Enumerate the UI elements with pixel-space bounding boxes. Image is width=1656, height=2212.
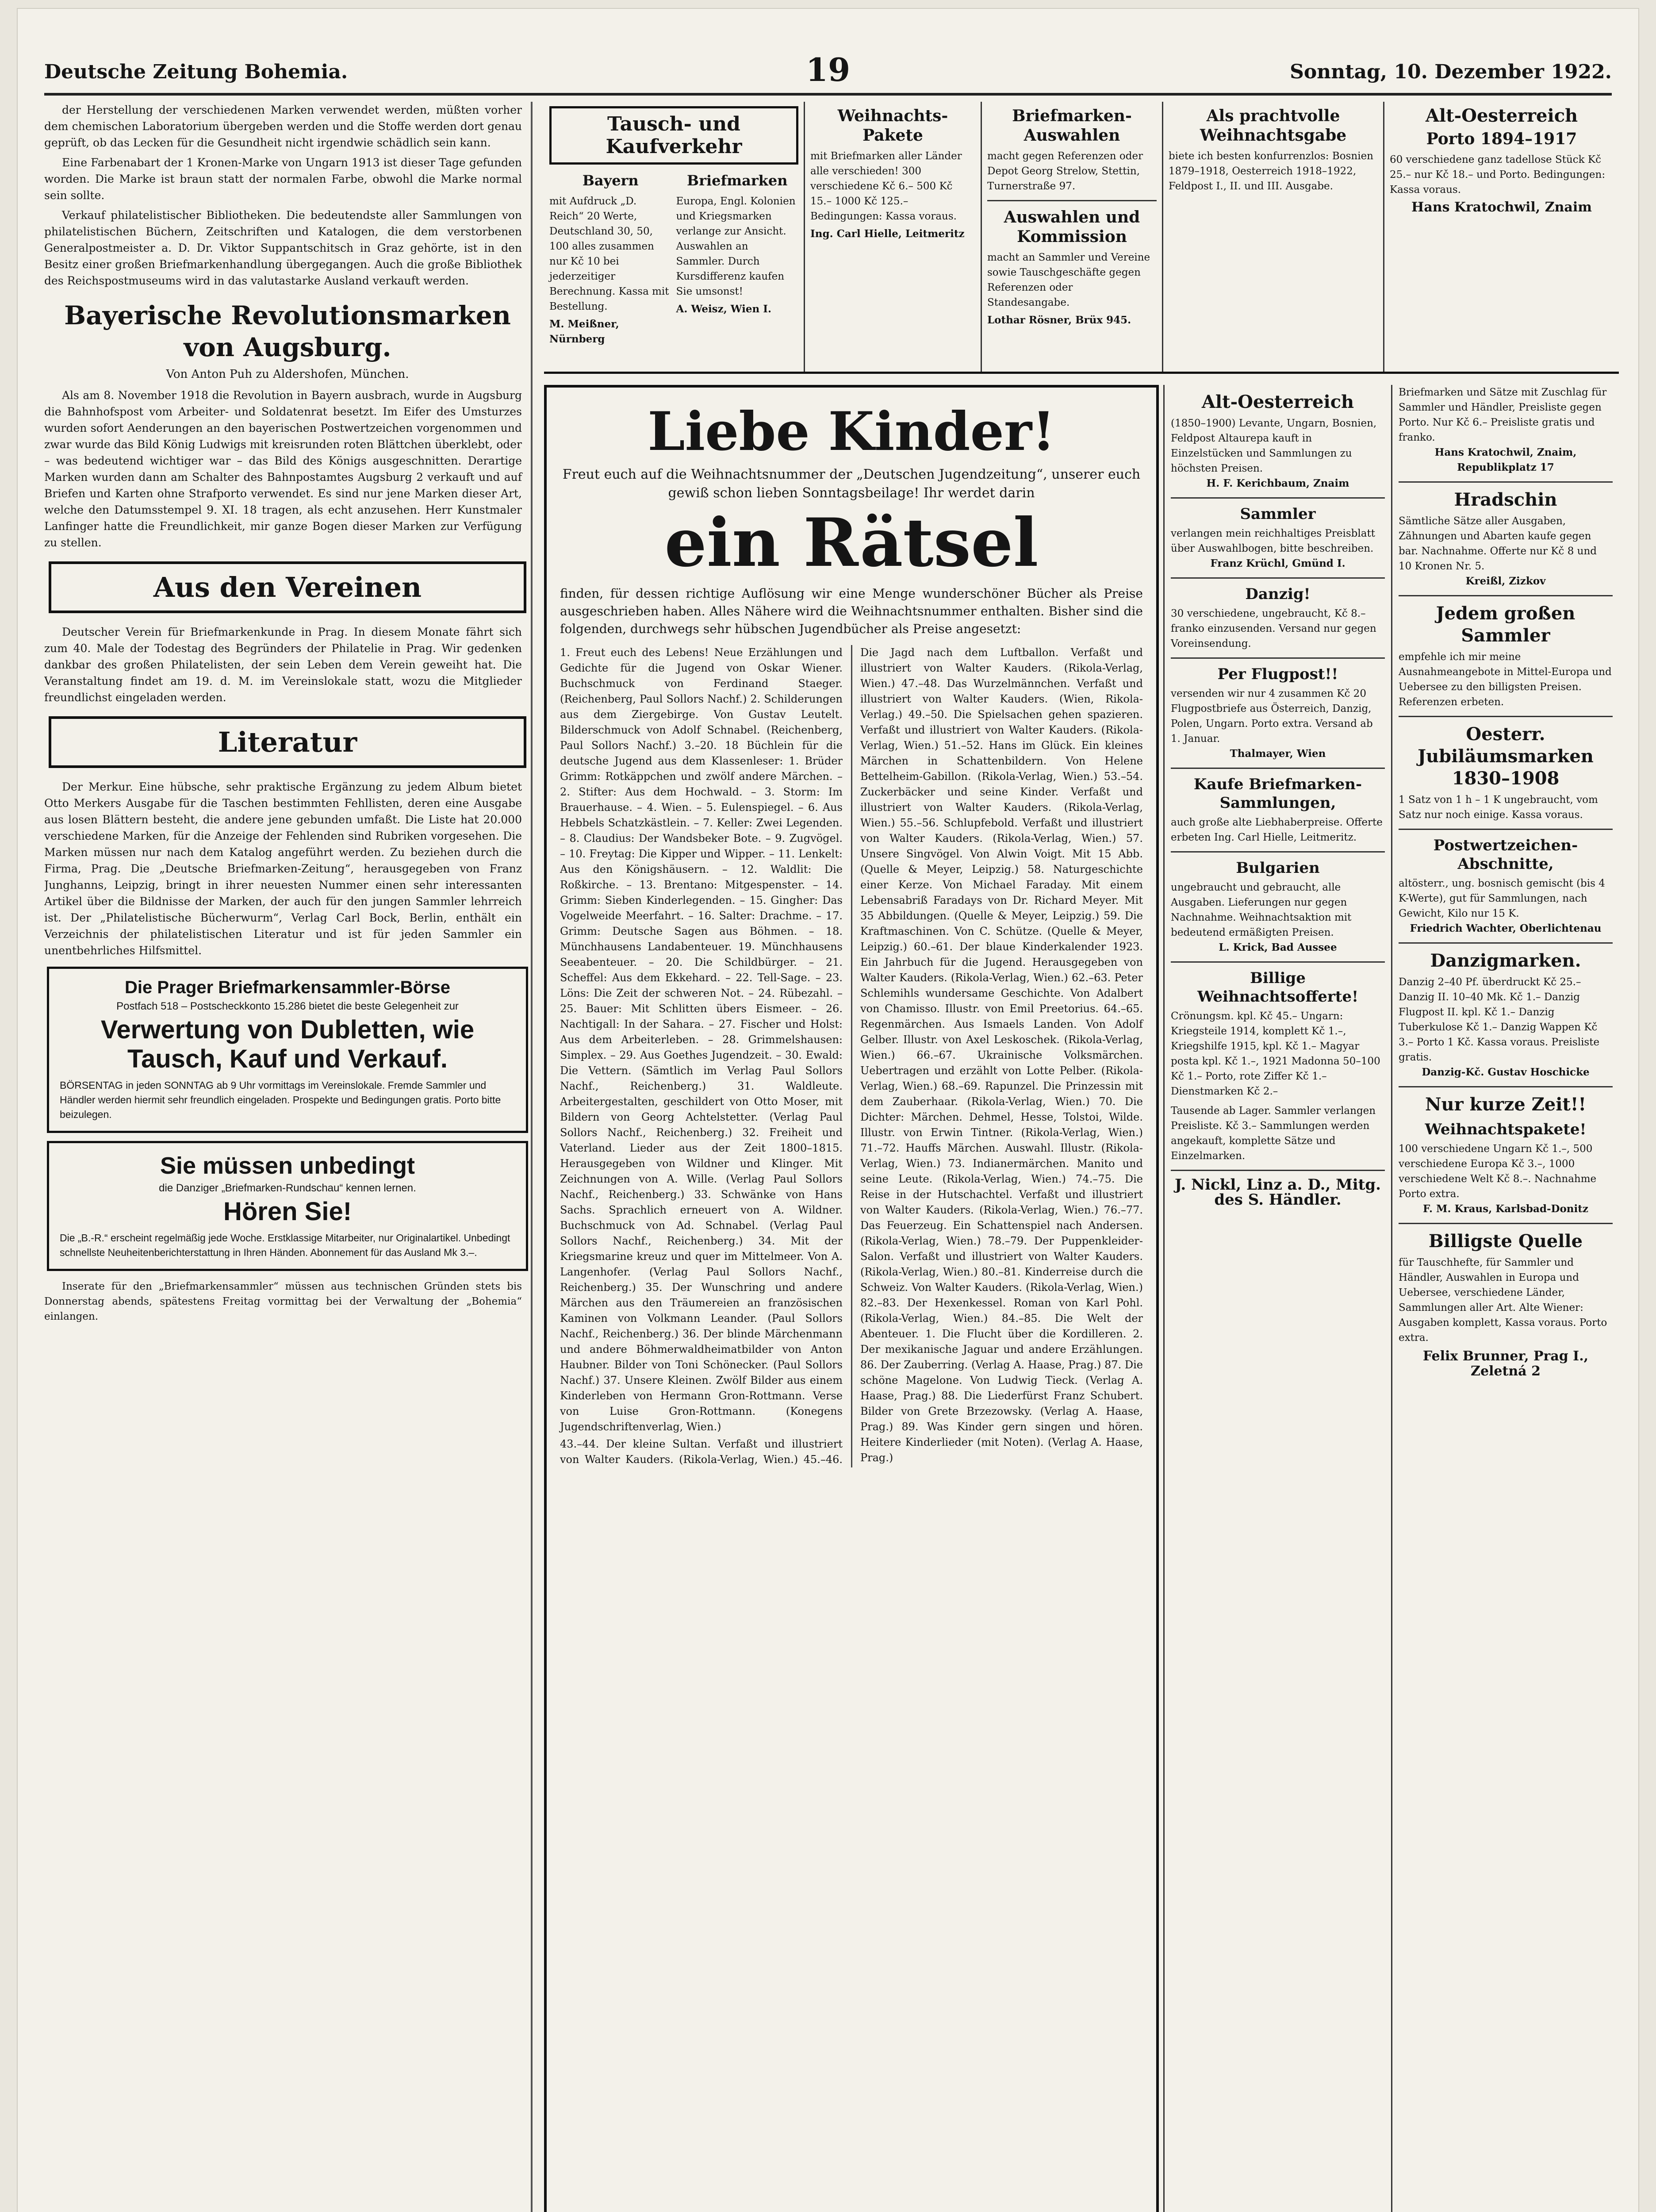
vereine-heading: Aus den Vereinen [49,561,526,613]
raetsel-announcement [544,385,1159,2212]
ad-signature: Franz Krüchl, Gmünd I. [1210,557,1346,569]
ad-signature: Friedrich Wachter, Oberlichtenau [1410,922,1602,934]
issue-date: Sonntag, 10. Dezember 1922. [1290,61,1612,83]
auswahlen-cell [982,102,1163,372]
ad-heading: Oesterr. Jubiläumsmarken 1830–1908 [1418,724,1594,789]
ad-heading: Danzig! [1245,585,1311,603]
prize-list-part: 1. Freut euch des Lebens! Neue Erzählungen und Gedichte für die Jugend von Oskar Wiener. Buchschmuck von Ferdinand Staeger. (Reichenberg, Paul Sollors Nachf.) 2. Schilderungen aus dem Ziergebirge. Von Gustav Leutelt. Bilderschmuck von Adolf Schnabel. (Reichenberg, Paul Sollors Nachf.) 3.–20. 18 Büchlein für die deutsche Jugend aus dem Klassenleser: 1. Brüder Grimm: Rotkäppchen und zwölf andere Märchen. – 2. Stifter: Aus dem Hochwald. – 3. Storm: Im Brauerhause. – 4. Wien. – 5. Eulenspiegel. – 6. Aus Hebbels Schatzkästlein. – 7. Keller: Zwei Legenden. – 8. Claudius: Der Wandsbeker Bote. – 9. Zugvögel. – 10. Freytag: Die Kipper und Wipper. – 11. Lenkelt: Aus den Königshäusern. – 12. Waldlit: Die Roßkirche. – 13. Brentano: Mitgespenster. – 14. Grimm: Sieben Kinderlegenden. – 15. Gingher: Das Vogelweide Meerfahrt. – 16. Salter: Drachme. – 17. Grimm: Deutsche Sagen aus Böhmen. – 18. Münchhausens Landabenteuer. 19. Münchhausens Seeabenteuer. – 20. Die Schildbürger. – 21. Scheffel: Aus dem Ekkehard. – 22. Tell-Sage. – 23. Löns: Die Zeit der schweren Not. – 24. Rübezahl. – 25. Bauer: Mit Schlitten übers Eismeer. – 26. Nachtigall: In der Sahara. – 27. Fischer und Holst: Aus dem Arbeiterleben. – 28. Grimmelshausen: Simplex. – 29. Aus Goethes Jugendzeit. – 30. Ewald: Die Vettern. (Sämtlich im Verlag Paul Sollors Nachf., Reichenberg.) 31. Waldleute. Arbeitergestalten, geschildert von Otto Moser, mit Bildern von Georg Achtelstetter. (Verlag Paul Sollors Nachf., Reichenberg.) 32. Freiheit und Vaterland. Lieder aus der Zeit 1800–1815. Herausgegeben von Wildner und Klinger. Mit Zeichnungen von A. Wille. (Verlag Paul Sollors Nachf., Reichenberg.) 33. Schwänke von Hans Sachs. Sprachlich erneuert von A. Wildner. Buchschmuck von Ad. Schnabel. (Verlag Paul Sollors Nachf., Reichenberg.) 34. Mit der Kriegsmarine kreuz und quer im Mittelmeer. Von A. Langenhofer. (Verlag Paul Sollors Nachf., Reichenberg.) 35. Der Wunschring und andere Märchen aus den Träumereien an französischen Kaminen von Volkmann Leander. (Paul Sollors Nachf., Reichenberg.) 36. Der blinde Märchenmann und andere Böhmerwaldheimatbilder von Anton Haubner. Bilder von Toni Schönecker. (Paul Sollors Nachf.) 37. Unsere Kleinen. Zwölf Bilder aus einem Kinderleben von Hermann Gron-Rottmann. Verse von Luise Gron-Rottmann. (Konegens Jugendschriftenverlag, Wien.) [560,646,843,1433]
ad-heading: Auswahlen und Kommission [1004,208,1140,246]
ad-heading: Kaufe Briefmarken-Sammlungen, [1193,776,1362,812]
ad-heading: Sammler [1240,505,1316,523]
article-paragraph: Eine Farbenabart der 1 Kronen-Marke von Ungarn 1913 ist dieser Tage gefunden worden. Die Marke ist braun statt der normalen Farbe, obwohl die Marke normal sein sollte. [44,156,522,202]
ad-heading: Bayern [582,172,639,189]
ad-text: macht an Sammler und Vereine sowie Tauschgeschäfte gegen Referenzen oder Standesangabe. [987,252,1150,308]
ad-text: 1 Satz von 1 h – 1 K ungebraucht, vom Satz nur noch einige. Kassa voraus. [1399,794,1598,821]
ad-heading: Briefmarken-Auswahlen [1012,107,1132,145]
ad-text: 100 verschiedene Ungarn Kč 1.–, 500 verschiedene Europa Kč 3.–, 1000 verschiedene Welt Kč 8.–. Nachnahme Porto extra. [1399,1143,1597,1200]
ad-headline: Hören Sie! [223,1197,352,1226]
prachtvolle-cell [1163,102,1384,372]
ad-signature: Hans Kratochwil, Znaim, Republikplatz 17 [1434,446,1577,473]
revolution-heading: Bayerische Revolutionsmarken von Augsburg. [64,300,511,362]
ad-text: mit Aufdruck „D. Reich“ 20 Werte, Deutschland 30, 50, 100 alles zusammen nur Kč 10 bei jederzeitiger Berechnung. Kassa mit Bestellung. [549,196,669,312]
ad-signature: Kreißl, Zizkov [1465,575,1546,587]
ad-heading: Danzigmarken. [1430,950,1581,971]
ad-signature: A. Weisz, Wien I. [676,303,772,315]
newspaper-page [18,9,1638,2212]
ad-subtitle: Postfach 518 – Postscheckkonto 15.286 bietet die beste Gelegenheit zur [116,1000,459,1012]
ad-signature: Felix Brunner, Prag I., Zeletná 2 [1422,1348,1589,1379]
ad-text: Die „B.-R.“ erscheint regelmäßig jede Woche. Erstklassige Mitarbeiter, nur Originalartikel. Unbedingt schnellste Neuheitenberichterstattung in Ihren Händen. Abonnement für das Ausland Mk 3.–. [60,1232,510,1258]
ad-signature: J. Nickl, Linz a. D., Mitg. des S. Händler. [1174,1176,1381,1209]
ad-text: macht gegen Referenzen oder Depot Georg Strelow, Stettin, Turnerstraße 97. [987,150,1143,192]
ad-text: mit Briefmarken aller Länder alle verschieden! 300 verschiedene Kč 6.– 500 Kč 15.– 1000 Kč 125.– Bedingungen: Kassa voraus. [810,150,962,222]
ad-subheading: Weihnachtspakete! [1425,1121,1587,1138]
ad-heading: Als prachtvolle Weihnachtsgabe [1200,107,1347,145]
ad-text: altösterr., ung. bosnisch gemischt (bis 4 K-Werte), gut für Sammlungen, nach Gewicht, Kilo nur 15 K. [1399,878,1605,919]
ad-text: verlangen mein reichhaltiges Preisblatt über Auswahlbogen, bitte beschreiben. [1171,528,1375,554]
page-number: 19 [805,51,851,88]
ad-signature: Lothar Rösner, Brüx 945. [987,314,1131,326]
alt-oesterreich-cell [1384,102,1619,372]
ad-signature: Hans Kratochwil, Znaim [1411,200,1592,215]
ad-title: Die Prager Briefmarkensammler-Börse [125,978,450,997]
ad-heading: Alt-Oesterreich [1201,392,1354,412]
ad-text: Crönungsm. kpl. Kč 45.– Ungarn: Kriegsteile 1914, komplett Kč 1.–, Kriegshilfe 1915, kpl. Kč 1.– Magyar posta kpl. Kč 1.–, 1921 Madonna 50–100 Kč 1.– Porto, rote Ziffer Kč 1.– Dienstmarken Kč 2.– [1171,1010,1380,1097]
ad-text: für Tauschhefte, für Sammler und Händler, Auswahlen in Europa und Uebersee, verschiedene Länder, Sammlungen aller Art. Alte Wiener: Ausgaben komplett, Kassa voraus. Porto extra. [1399,1257,1607,1344]
literatur-text: Der Merkur. Eine hübsche, sehr praktische Ergänzung zu jedem Album bietet Otto Merkers Ausgabe für die Taschen bestimmten Fehllisten, deren eine Ausgabe aus losen Blättern besteht, die andere jene gebunden umfaßt. Die Liste hat 20.000 verschiedene Marken, für die Anzeige der Fehlenden sind Rubriken vorgesehen. Die Marken müssen nur nach dem Katalog angeführt werden. Zu beziehen durch die Firma, Prag. Die „Deutsche Briefmarken-Zeitung“, herausgegeben von Franz Junghanns, Leipzig, bringt in ihrer neuesten Nummer einen sehr interessanten Artikel über die Bildnisse der Marken, der auch für den jungen Sammler lehrreich ist. Der „Philatelistische Bücherwurm“, Verlag Carl Bock, Berlin, enthält ein Verzeichnis der philatelistischen Literatur und ist für jeden Sammler ein unentbehrliches Hilfsmittel. [44,780,522,957]
ad-heading: Weihnachts-Pakete [837,107,948,145]
vereine-text: Deutscher Verein für Briefmarkenkunde in Prag. In diesem Monate fährt sich zum 40. Male der Todestag des Begründers der Philatelie in Prag. Wir gedenken dankbar des großen Philatelisten, der sein Leben dem Verein geweiht hat. Die Veranstaltung findet am 19. d. M. im Vereinslokale statt, wozu die Mitglieder freundlichst eingeladen werden. [44,626,522,704]
revolution-author: Von Anton Puh zu Aldershofen, München. [166,368,409,381]
ad-text: auch große alte Liebhaberpreise. Offerte erbeten Ing. Carl Hielle, Leitmeritz. [1171,817,1383,843]
ad-text: (1850–1900) Levante, Ungarn, Bosnien, Feldpost Altaurepa kauft in Einzelstücken und Sammlungen zu höchsten Preisen. [1171,418,1377,474]
raetsel-headline: ein Rätsel [664,504,1039,582]
revolution-text: Als am 8. November 1918 die Revolution in Bayern ausbrach, wurde in Augsburg die Bahnhofspost vom Arbeiter- und Soldatenrat besetzt. Im Eifer des Umsturzes wurden sofort Aenderungen an den bayerischen Postwertzeichen vorgenommen und zwar wurde das Bild König Ludwigs mit kreisrunden roten Blättchen überklebt, oder – was bedeutend wichtiger war – das Bild des Königs ausgeschnitten. Derartige Marken wurden dann am Schalter des Bahnpostamtes Augsburg 2 verkauft und auf Briefen und Karten ohne Strafporto verwendet. Es sind nur jene Marken dieser Art, welche den Datumsstempel 9. XI. 18 tragen, als echt anzusehen. Herr Kunstmaler Lanfinger hatte die Freundlichkeit, mir ganze Bogen dieser Marken zur Verfügung zu stellen. [44,389,522,549]
ad-title: Sie müssen unbedingt [160,1152,415,1179]
ad-heading: Bulgarien [1236,859,1320,877]
right-area [544,102,1619,2212]
raetsel-intro: Freut euch auf die Weihnachtsnummer der „Deutschen Jugendzeitung“, unserer euch gewiß schon lieben Sonntagsbeilage! Ihr werdet darin [562,467,1141,501]
raetsel-title: Liebe Kinder! [648,400,1055,463]
gelegenheit-cell [805,102,982,372]
ad-heading: Postwertzeichen-Abschnitte, [1433,837,1578,873]
classified-strip [544,102,1619,374]
ad-signature: Thalmayer, Wien [1230,748,1326,760]
tausch-cell [544,102,805,372]
left-column [44,102,533,2212]
prize-list-part: 43.–44. Der kleine Sultan. Verfaßt und illustriert von Walter Kauders. (Rikola-Verlag, Wien.) 45.–46. Die Jagd nach dem Luftballon. Verfaßt und illustriert von Walter Kauders. (Rikola-Verlag, Wien.) 47.–48. Das Wurzelmännchen. Verfaßt und illustriert von Walter Kauders. (Wien, Rikola-Verlag.) 49.–50. Die Spielsachen gehen spazieren. Verfaßt und illustriert von Walter Kauders. (Rikola-Verlag, Wien.) 51.–52. Hans im Glück. Ein kleines Märchen in Schattenbildern. Von Helene Bettelheim-Gabillon. (Rikola-Verlag, Wien.) 53.–54. Zuckerbäcker und seine Kinder. Verfaßt und illustriert von Walter Kauders. (Rikola-Verlag, Wien.) 55.–56. Schlupfebold. Verfaßt und illustriert von Walter Kauders. (Rikola-Verlag, Wien.) 57. Unsere Singvögel. Von Alwin Voigt. Mit 15 Abb. (Quelle & Meyer, Leipzig.) 58. Naturgeschichte einer Kerze. Von Michael Faraday. Mit einem Lebensabriß Faradays von Dr. Richard Meyer. Mit 35 Abbildungen. (Quelle & Meyer, Leipzig.) 59. Die Kraftmaschinen. Von C. Schütze. (Quelle & Meyer, Leipzig.) 60.–61. Der blaue Kinderkalender 1923. Ein Jahrbuch für die Jugend. Herausgegeben von Walter Kauders. (Rikola-Verlag, Wien.) 62.–63. Peter Schlemihls wundersame Geschichte. Von Adalbert von Chamisso. Illustr. von Emil Preetorius. 64.–65. Regenmärchen. Aus Ismaels Landen. Von Adolf Gelber. Illustr. von Axel Leskoschek. (Rikola-Verlag, Wien.) 66.–67. Ukrainische Volksmärchen. Uebertragen und erzählt von Lotte Pelber. (Rikola-Verlag, Wien.) 68.–69. Rapunzel. Die Prinzessin mit dem Zauberhaar. (Rikola-Verlag, Wien.) 70. Die Dichter: Märchen. Dehmel, Hesse, Tolstoi, Wilde. Illustr. von Erwin Tintner. (Rikola-Verlag, Wien.) 71.–72. Hauffs Märchen. Auswahl. Illustr. (Rikola-Verlag, Wien.) 73. Indianermärchen. Manito und seine Leute. (Rikola-Verlag, Wien.) 74.–75. Die Reise in der Hutschachtel. Verfaßt und illustriert von Walter Kauders. (Rikola-Verlag, Wien.) 76.–77. Das Feuerzeug. Ein Schattenspiel nach Andersen. (Rikola-Verlag, Wien.) 78.–79. Der Puppenkleider-Salon. Verfaßt und illustriert von Walter Kauders. (Rikola-Verlag, Wien.) 80.–81. Kinderreise durch die Schweiz. Von Walter Kauders. (Rikola-Verlag, Wien.) 82.–83. Der Hexenkessel. Roman von Karl Pohl. (Rikola-Verlag, Wien.) 84.–85. Die Welt der Abenteuer. 1. Die Flucht über die Kordilleren. 2. Der mexikanische Jaguar und andere Erzählungen. 86. Der Zauberring. (Verlag A. Haase, Prag.) 87. Die schöne Magelone. Von Ludwig Tieck. (Verlag A. Haase, Prag.) 88. Die Liederfürst Franz Schubert. Bilder von Grete Brzezowsky. (Verlag A. Haase, Prag.) 89. Was Kinder gern singen und hören. Heitere Kinderlieder (mit Noten). (Verlag A. Haase, Prag.) [560,646,1143,1466]
ad-text: Europa, Engl. Kolonien und Kriegsmarken verlange zur Ansicht. Auswahlen an Sammler. Durch Kursdifferenz kaufen Sie umsonst! [676,196,796,297]
ad-text: 60 verschiedene ganz tadellose Stück Kč 25.– nur Kč 18.– und Porto. Bedingungen: Kassa voraus. [1390,154,1606,196]
ad-heading: Billigste Quelle [1428,1231,1583,1252]
newspaper-title: Deutsche Zeitung Bohemia. [44,61,348,83]
page-header [44,27,1612,96]
ad-text: BÖRSENTAG in jeden SONNTAG ab 9 Uhr vormittags im Vereinslokale. Fremde Sammler und Händler werden hiermit sehr freundlich eingeladen. Prospekte und Bedingungen gratis. Porto bitte beizulegen. [60,1079,501,1120]
ad-text: Tausende ab Lager. Sammler verlangen Preisliste. Kč 3.– Sammlungen werden angekauft, komplette Sätze und Einzelmarken. [1171,1105,1376,1162]
ad-signature: L. Krick, Bad Aussee [1219,941,1337,953]
ad-text: Sämtliche Sätze aller Ausgaben, Zähnungen und Abarten kaufe gegen bar. Nachnahme. Offerte nur Kč 8 und 10 Kronen Nr. 5. [1399,515,1597,572]
intro-text: der Herstellung der verschiedenen Marken verwendet werden, müßten vorher dem chemischen Laboratorium übergeben werden und die Stoffe werden dort genau geprüft, ob das Lecken für die Gesundheit nicht irgendwie schädlich sein kann. [44,104,522,149]
footnote: Inserate für den „Briefmarkensammler“ müssen aus technischen Gründen stets bis Donnerstag abends, spätestens Freitag vormittag bei der Verwaltung der „Bohemia“ einlangen. [44,1281,522,1322]
article-paragraph: Verkauf philatelistischer Bibliotheken. Die bedeutendste aller Sammlungen von philatelistischen Büchern, Zeitschriften und Katalogen, die dem verstorbenen Generalpostmeister a. D. Dr. Viktor Suppantschitsch in Graz gehörte, ist in den Besitz einer großen Briefmarkenhandlung übergegangen. Auch die große Bibliothek des Reichspostmuseums wird in das valutastarke Ausland verkauft werden. [44,209,522,287]
literatur-heading: Literatur [49,716,526,768]
ad-subtitle: die Danziger „Briefmarken-Rundschau“ kennen lernen. [159,1182,416,1194]
ad-signature: Danzig-Kč. Gustav Hoschicke [1422,1066,1590,1078]
ad-heading: Nur kurze Zeit!! [1425,1094,1587,1115]
classified-column-1 [1163,385,1391,2212]
ad-heading: Hradschin [1454,489,1557,510]
ad-heading: Alt-Oesterreich [1425,105,1578,126]
ad-text: versenden wir nur 4 zusammen Kč 20 Flugpostbriefe aus Österreich, Danzig, Polen, Ungarn. Porto extra. Versand ab 1. Januar. [1171,688,1373,745]
ad-text: biete ich besten konfurrenzlos: Bosnien 1879–1918, Oesterreich 1918–1922, Feldpost I., II. und III. Ausgabe. [1169,150,1373,192]
ad-text: ungebraucht und gebraucht, alle Ausgaben. Lieferungen nur gegen Nachnahme. Weihnachtsaktion mit bedeutend ermäßigten Preisen. [1171,882,1352,938]
ad-signature: Ing. Carl Hielle, Leitmeritz [810,228,965,240]
tausch-heading: Tausch- und Kaufverkehr [549,106,798,165]
ad-heading: Per Flugpost!! [1217,665,1338,683]
rundschau-advertisement [47,1141,528,1271]
ad-signature: F. M. Kraus, Karlsbad-Donitz [1423,1203,1588,1215]
ad-text: empfehle ich mir meine Ausnahmeangebote in Mittel-Europa und Uebersee zu den billigsten Preisen. Referenzen erbeten. [1399,651,1612,708]
ad-headline: Verwertung von Dubletten, wie Tausch, Kauf und Verkauf. [100,1015,475,1073]
classified-column-2 [1391,385,1619,2212]
ad-text: Danzig 2–40 Pf. überdruckt Kč 25.– Danzig II. 10–40 Mk. Kč 1.– Danzig Flugpost II. kpl. Kč 1.– Danzig Tuberkulose Kč 1.– Danzig Wappen Kč 3.– Porto 1 Kč. Kassa voraus. Preisliste gratis. [1399,976,1600,1063]
boerse-advertisement [47,967,528,1133]
ad-text: 30 verschiedene, ungebraucht, Kč 8.– franko einzusenden. Versand nur gegen Voreinsendung. [1171,608,1376,649]
ad-text: Briefmarken und Sätze mit Zuschlag für Sammler und Händler, Preisliste gegen Porto. Nur Kč 6.– Preisliste gratis und franko. [1399,387,1607,443]
ad-heading: Briefmarken [687,172,788,189]
ad-subheading: Porto 1894–1917 [1426,130,1577,148]
prize-list [560,645,1143,1467]
raetsel-body: finden, für dessen richtige Auflösung wir eine Menge wunderschöner Bücher als Preise ausgeschrieben haben. Alles Nähere wird die Weihnachtsnummer enthalten. Bisher sind die folgenden, durchwegs sehr hübschen Jugendbücher als Preise angesetzt: [560,586,1143,636]
ad-heading: Billige Weihnachtsofferte! [1197,969,1359,1006]
ad-heading: Jedem großen Sammler [1436,603,1576,646]
ad-signature: M. Meißner, Nürnberg [549,318,619,345]
ad-signature: H. F. Kerichbaum, Znaim [1206,477,1349,489]
